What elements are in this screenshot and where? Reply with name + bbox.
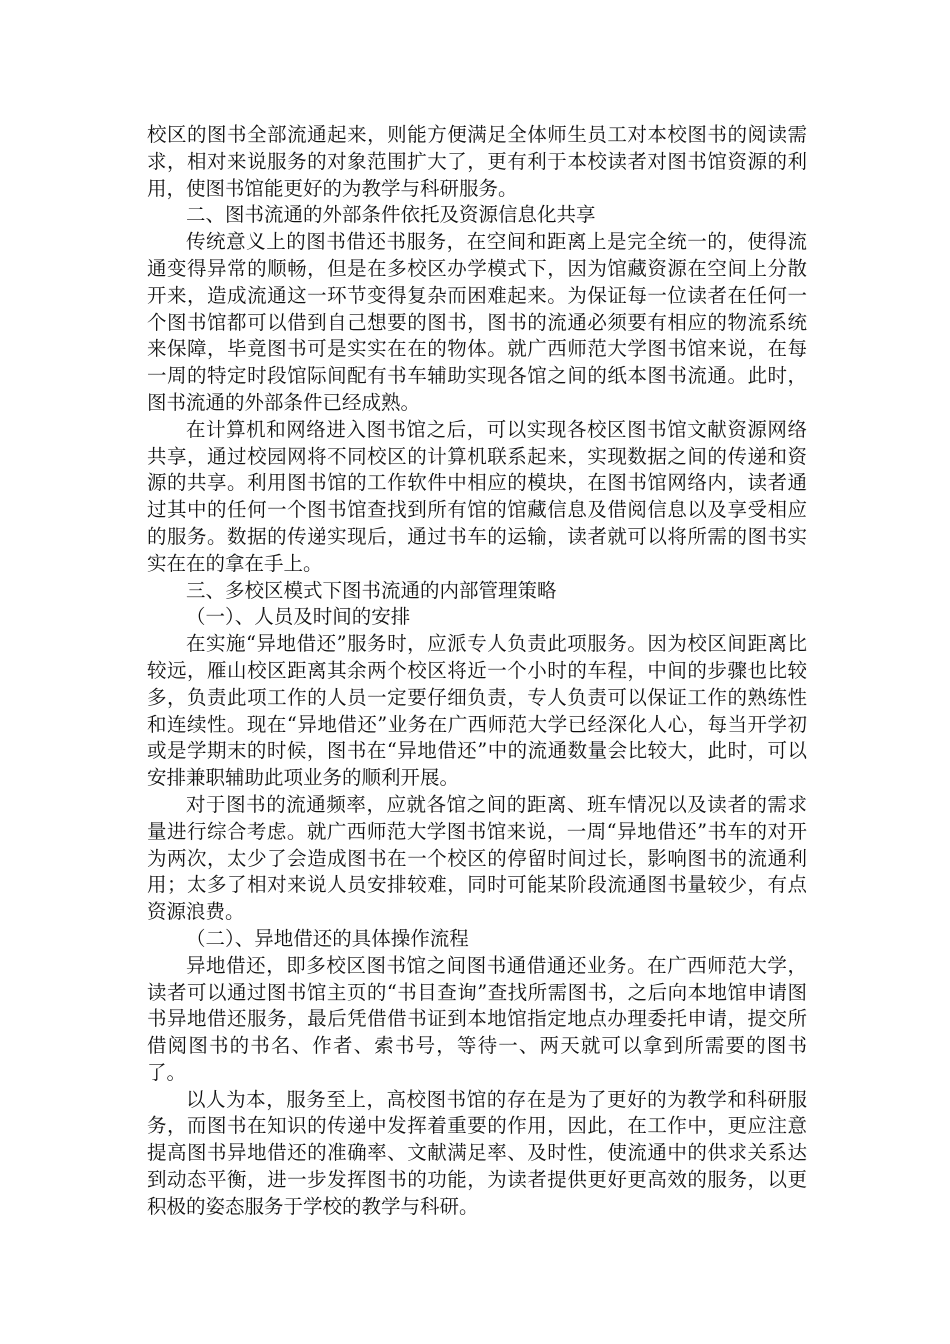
- subsection-heading-1: （一）、人员及时间的安排: [186, 605, 411, 629]
- subsection-heading-2: （二）、异地借还的具体操作流程: [186, 926, 469, 950]
- section-heading-3: 三、多校区模式下图书流通的内部管理策略: [186, 578, 557, 602]
- paragraph: 在计算机和网络进入图书馆之后，可以实现各校区图书馆文献资源网络共享，通过校园网将不同校区的计算机联系起来，实现数据之间的传递和资源的共享。利用图书馆的工作软件中相应的模块，在图书馆网络内，读者通过其中的任何一个图书馆查找到所有馆的馆藏信息及借阅信息以及享受相应的服务。数据的传递实现后，通过书车的运输，读者就可以将所需的图书实实在在的拿在手上。: [147, 417, 807, 575]
- paragraph-continuation: 校区的图书全部流通起来，则能方便满足全体师生员工对本校图书的阅读需求，相对来说服务的对象范围扩大了，更有利于本校读者对图书馆资源的利用，使图书馆能更好的为教学与科研服务。: [147, 123, 807, 200]
- paragraph: 对于图书的流通频率，应就各馆之间的距离、班车情况以及读者的需求量进行综合考虑。就广西师范大学图书馆来说，一周“异地借还”书车的对开为两次，太少了会造成图书在一个校区的停留时间过长，影响图书的流通利用；太多了相对来说人员安排较难，同时可能某阶段流通图书量较少，有点资源浪费。: [147, 792, 807, 924]
- paragraph: 以人为本，服务至上，高校图书馆的存在是为了更好的为教学和科研服务，而图书在知识的传递中发挥着重要的作用，因此，在工作中，更应注意提高图书异地借还的准确率、文献满足率、及时性，使流通中的供求关系达到动态平衡，进一步发挥图书的功能，为读者提供更好更高效的服务，以更积极的姿态服务于学校的教学与科研。: [147, 1087, 807, 1218]
- section-heading-2: 二、图书流通的外部条件依托及资源信息化共享: [186, 203, 596, 227]
- document-body: [147, 122, 807, 1221]
- paragraph: 异地借还，即多校区图书馆之间图书通借通还业务。在广西师范大学，读者可以通过图书馆主页的“书目查询”查找所需图书，之后向本地馆申请图书异地借还服务，最后凭借借书证到本地馆指定地点办理委托申请，提交所借阅图书的书名、作者、索书号，等待一、两天就可以拿到所需要的图书了。: [147, 953, 807, 1084]
- paragraph: 在实施“异地借还”服务时，应派专人负责此项服务。因为校区间距离比较远，雁山校区距离其余两个校区将近一个小时的车程，中间的步骤也比较多，负责此项工作的人员一定要仔细负责，专人负责可以保证工作的熟练性和连续性。现在“异地借还”业务在广西师范大学已经深化人心，每当开学初或是学期末的时候，图书在“异地借还”中的流通数量会比较大，此时，可以安排兼职辅助此项业务的顺利开展。: [147, 632, 807, 790]
- paragraph: 传统意义上的图书借还书服务，在空间和距离上是完全统一的，使得流通变得异常的顺畅，但是在多校区办学模式下，因为馆藏资源在空间上分散开来，造成流通这一环节变得复杂而困难起来。为保证每一位读者在任何一个图书馆都可以借到自己想要的图书，图书的流通必须要有相应的物流系统来保障，毕竟图书可是实实在在的物体。就广西师范大学图书馆来说，在每一周的特定时段馆际间配有书车辅助实现各馆之间的纸本图书流通。此时，图书流通的外部条件已经成熟。: [147, 230, 807, 414]
